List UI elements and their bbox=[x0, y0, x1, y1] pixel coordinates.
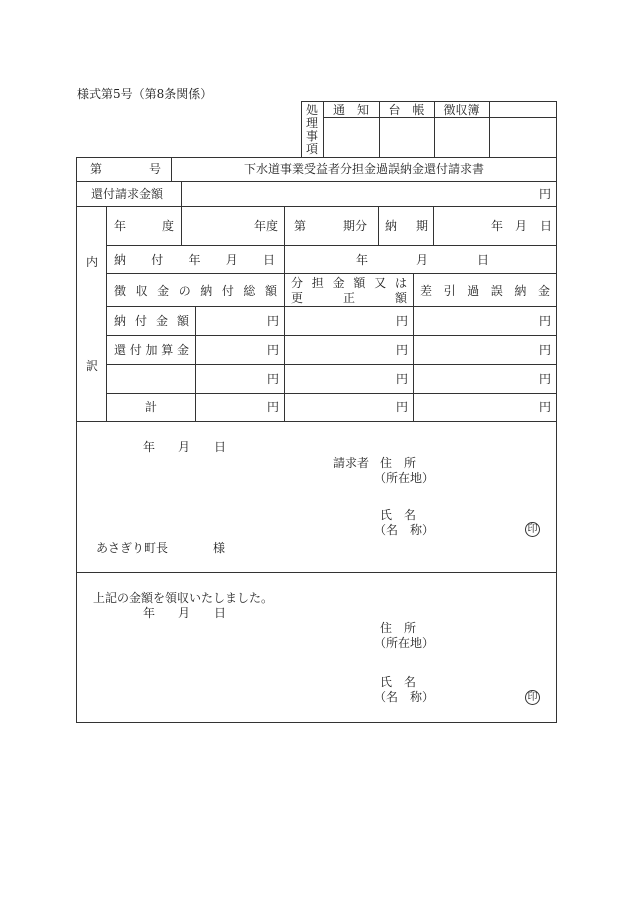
claim-date-year: 年 bbox=[143, 440, 156, 454]
office-header-ledger: 台 帳 bbox=[388, 103, 425, 117]
period-prefix: 第 bbox=[294, 219, 307, 233]
refund-amount-yen: 円 bbox=[539, 187, 552, 201]
paid-date-month: 月 bbox=[416, 253, 429, 267]
refund-amount-label: 還付請求金額 bbox=[91, 187, 164, 201]
receipt-address-label: 住 所 bbox=[380, 621, 417, 635]
yen-r1-c2: 円 bbox=[396, 314, 409, 328]
office-header-collection-book: 徴収簿 bbox=[443, 103, 480, 117]
number-label-left: 第 bbox=[90, 162, 103, 176]
recipient-honorific: 様 bbox=[213, 541, 226, 555]
claim-name-label: 氏 名 bbox=[380, 508, 417, 522]
changed-amount-label-2: 更 正 額 bbox=[291, 291, 407, 305]
form-title: 下水道事業受益者分担金過誤納金還付請求書 bbox=[243, 162, 484, 176]
receipt-date-month: 月 bbox=[178, 606, 191, 620]
claimant-label: 請求者 bbox=[333, 456, 370, 470]
yen-r4-c3: 円 bbox=[539, 400, 552, 414]
deadline-month: 月 bbox=[515, 219, 528, 233]
paid-date-day: 日 bbox=[477, 253, 490, 267]
overpayment-label: 差 引 過 誤 納 金 bbox=[420, 284, 550, 298]
yen-r4-c2: 円 bbox=[396, 400, 409, 414]
receipt-name-label: 氏 名 bbox=[380, 675, 417, 689]
receipt-date-day: 日 bbox=[214, 606, 227, 620]
row-label-total: 計 bbox=[145, 400, 158, 414]
yen-r2-c3: 円 bbox=[539, 343, 552, 357]
paid-date-year: 年 bbox=[356, 253, 369, 267]
claim-date-day: 日 bbox=[214, 440, 227, 454]
office-label: 処理事項 bbox=[305, 103, 318, 156]
claim-date-month: 月 bbox=[178, 440, 191, 454]
yen-r1-c3: 円 bbox=[539, 314, 552, 328]
claim-name-alt-label: （名 称） bbox=[374, 523, 435, 537]
deadline-day: 日 bbox=[540, 219, 553, 233]
breakdown-side-label-1: 内 bbox=[86, 255, 99, 269]
form-id: 様式第5号（第8条関係） bbox=[77, 87, 213, 101]
claim-address-label: 住 所 bbox=[380, 456, 417, 470]
row-label-refund-addition: 還 付 加 算 金 bbox=[114, 343, 189, 357]
yen-r4-c1: 円 bbox=[267, 400, 280, 414]
row-label-paid-amount: 納 付 金 額 bbox=[114, 314, 189, 328]
yen-r3-c3: 円 bbox=[539, 372, 552, 386]
total-collected-label: 徴 収 金 の 納 付 総 額 bbox=[114, 284, 277, 298]
receipt-date-year: 年 bbox=[143, 606, 156, 620]
number-label-right: 号 bbox=[149, 162, 162, 176]
yen-r2-c1: 円 bbox=[267, 343, 280, 357]
receipt-statement: 上記の金額を領収いたしました。 bbox=[93, 591, 274, 605]
deadline-label: 納 期 bbox=[385, 219, 428, 233]
yen-r2-c2: 円 bbox=[396, 343, 409, 357]
yen-r3-c1: 円 bbox=[267, 372, 280, 386]
breakdown-side-label-2: 訳 bbox=[86, 359, 99, 373]
deadline-year: 年 bbox=[491, 219, 504, 233]
claim-seal-mark: 印 bbox=[525, 522, 540, 537]
office-header-notice: 通 知 bbox=[332, 103, 369, 117]
year-unit: 年度 bbox=[254, 219, 279, 233]
receipt-name-alt-label: （名 称） bbox=[374, 690, 435, 704]
receipt-address-alt-label: （所在地） bbox=[374, 636, 435, 650]
changed-amount-label-1: 分 担 金 額 又 は bbox=[291, 276, 407, 290]
yen-r3-c2: 円 bbox=[396, 372, 409, 386]
recipient-name: あさぎり町長 bbox=[96, 541, 169, 555]
yen-r1-c1: 円 bbox=[267, 314, 280, 328]
claim-address-alt-label: （所在地） bbox=[374, 471, 435, 485]
receipt-seal-mark: 印 bbox=[525, 690, 540, 705]
paid-date-label: 納 付 年 月 日 bbox=[114, 253, 275, 267]
year-label: 年 度 bbox=[114, 219, 174, 233]
period-suffix: 期分 bbox=[343, 219, 368, 233]
